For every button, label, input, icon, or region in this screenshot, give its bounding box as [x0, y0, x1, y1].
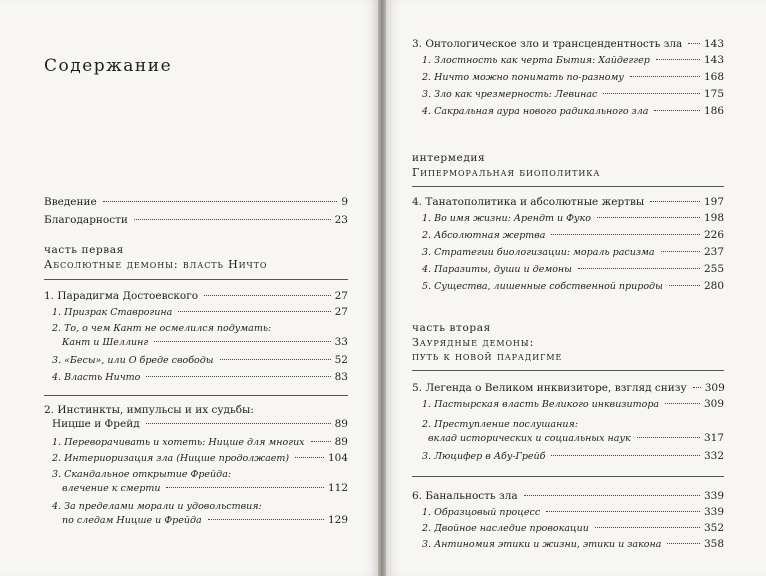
toc-subentry: 1. Злостность как черта Бытия: Хайдеггер 143: [422, 54, 724, 66]
toc-subentry: 3. Зло как чрезмерность: Левинас 175: [422, 88, 724, 100]
toc-subentry-line: 3. Скандальное открытие Фрейда:: [52, 469, 232, 480]
toc-entry: Введение 9: [44, 196, 348, 208]
part-title: Гиперморальная биополитика: [412, 166, 601, 179]
toc-subentry: 2. Двойное наследие провокации 352: [422, 522, 724, 534]
section-rule: [44, 279, 348, 280]
toc-chapter: 4. Танатополитика и абсолютные жертвы 197: [412, 196, 724, 208]
toc-subentry: 1. Пастырская власть Великого инквизитора 309: [422, 398, 724, 410]
toc-chapter: 5. Легенда о Великом инквизиторе, взгляд снизу 309: [412, 382, 725, 394]
section-rule: [412, 370, 724, 371]
part-label: часть вторая: [412, 322, 491, 334]
toc-subentry-line: 2. Преступление послушания:: [422, 419, 578, 430]
toc-chapter: 6. Банальность зла 339: [412, 490, 724, 502]
page-title: Содержание: [44, 56, 173, 76]
part-label: часть первая: [44, 244, 124, 256]
toc-subentry-line: 2. То, о чем Кант не осмелился подумать:: [52, 323, 272, 334]
toc-entry: Благодарности 23: [44, 214, 348, 226]
toc-subentry: 3. Стратегии биологизации: мораль расизма 237: [422, 246, 724, 258]
right-page: [386, 0, 766, 576]
part-label: интермедия: [412, 152, 486, 164]
toc-subentry: 4. Сакральная аура нового радикального зла 186: [422, 105, 724, 117]
toc-subentry: 3. Люцифер в Абу-Грейб 332: [422, 450, 724, 462]
toc-subentry: 1. Образцовый процесс 339: [422, 506, 724, 518]
section-rule: [412, 186, 724, 187]
toc-subentry: влечение к смерти 112: [62, 482, 348, 494]
toc-subentry: Кант и Шеллинг 33: [62, 336, 348, 348]
toc-subentry: 3. «Бесы», или О бреде свободы 52: [52, 354, 348, 366]
left-page: [0, 0, 378, 576]
toc-subentry: 4. Власть Ничто 83: [52, 371, 348, 383]
toc-subentry: вклад исторических и социальных наук 317: [428, 432, 724, 444]
toc-chapter-line: 2. Инстинкты, импульсы и их судьбы:: [44, 404, 254, 416]
toc-subentry: по следам Ницше и Фрейда 129: [62, 514, 348, 526]
section-rule: [412, 476, 724, 477]
section-rule: [44, 395, 348, 396]
toc-subentry: 1. Призрак Ставрогина 27: [52, 306, 348, 318]
toc-subentry: 2. Интериоризация зла (Ницше продолжает) 104: [52, 452, 348, 464]
toc-subentry: 5. Существа, лишенные собственной природы 280: [422, 280, 724, 292]
toc-subentry: 2. Ничто можно понимать по-разному 168: [422, 71, 724, 83]
toc-subentry: 3. Антиномия этики и жизни, этики и закона 358: [422, 538, 724, 550]
part-title: Абсолютные демоны: власть Ничто: [44, 258, 268, 271]
toc-subentry: 1. Переворачивать и хотеть: Ницше для многих 89: [52, 436, 348, 448]
toc-subentry: 4. Паразиты, души и демоны 255: [422, 263, 724, 275]
toc-chapter: 3. Онтологическое зло и трансцендентность зла 143: [412, 38, 724, 50]
toc-chapter: 1. Парадигма Достоевского 27: [44, 290, 348, 302]
toc-subentry-line: 4. За пределами морали и удовольствия:: [52, 501, 262, 512]
toc-subentry: 2. Абсолютная жертва 226: [422, 229, 724, 241]
toc-subentry: 1. Во имя жизни: Арендт и Фуко 198: [422, 212, 724, 224]
part-title: путь к новой парадигме: [412, 350, 563, 363]
book-gutter: [378, 0, 386, 576]
toc-chapter: Ницше и Фрейд 89: [52, 418, 348, 430]
part-title: Заурядные демоны:: [412, 336, 535, 349]
